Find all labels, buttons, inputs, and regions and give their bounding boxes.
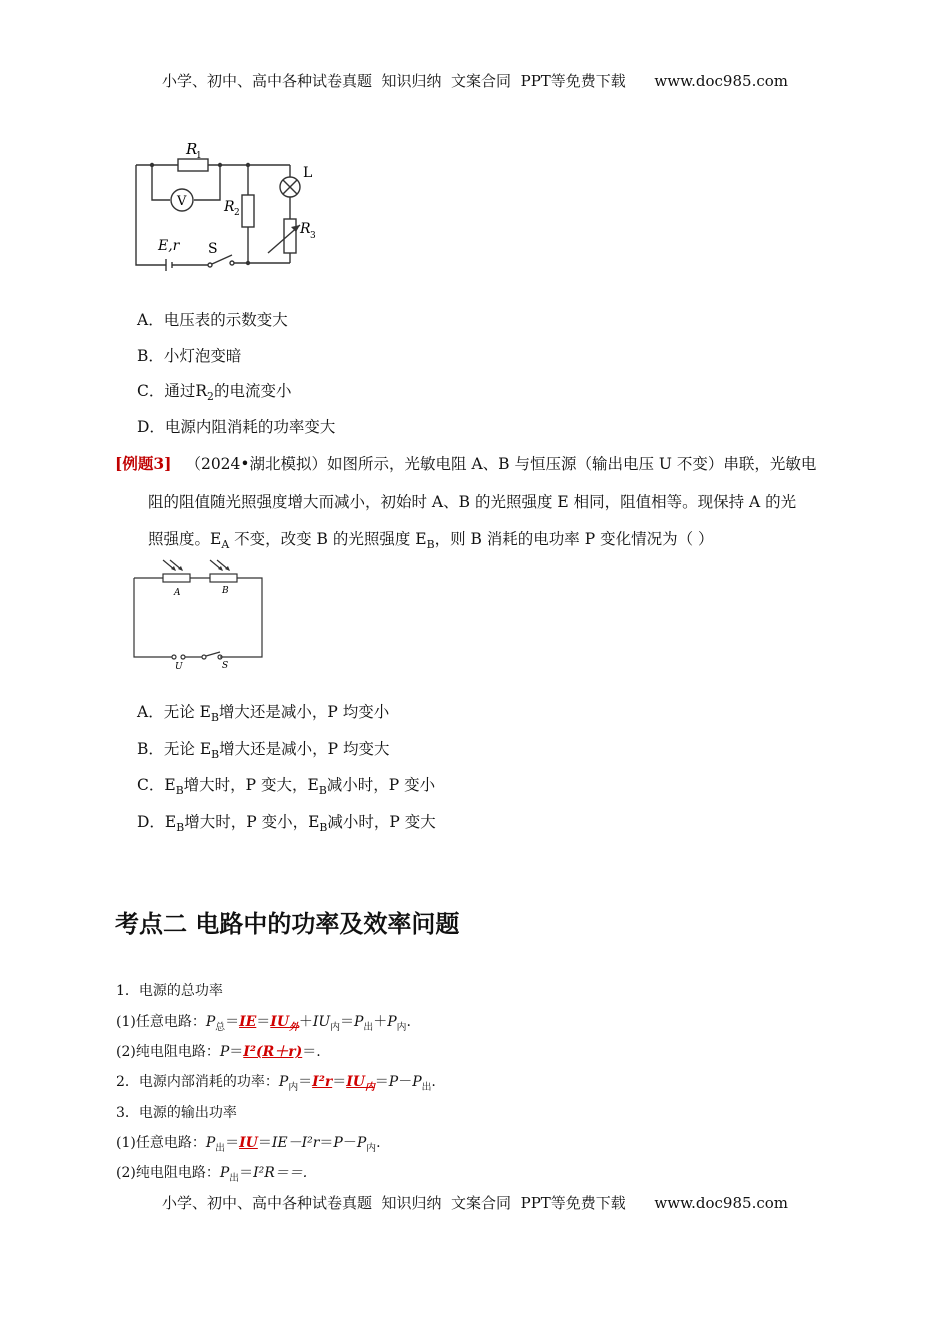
q3-option-b: B．无论 $E_B$增大还是减小，P 均变大 — [137, 740, 390, 762]
q2-option-d: D．电源内阻消耗的功率变大 — [137, 418, 336, 436]
voltmeter-label: V — [177, 194, 187, 209]
label-lamp: L — [303, 165, 313, 181]
answer-iu-wai: $IU_外$ — [270, 1014, 299, 1033]
q2-option-c: C．通过$R_2$的电流变小 — [137, 382, 292, 404]
q3-option-c: C．$E_B$增大时，P 变大，$E_B$减小时，P 变小 — [137, 776, 436, 798]
page-header: 小学、初中、高中各种试卷真题 知识归纳 文案合同 PPT等免费下载 www.doc985.com — [161, 72, 788, 90]
formula-total-resistive: (2)纯电阻电路：P＝I²(R＋r)＝. — [116, 1044, 321, 1060]
label-emf: E,r — [158, 238, 180, 254]
label-r2: R — [224, 199, 235, 215]
label-s: S — [222, 661, 229, 671]
answer-i2r: I²r — [312, 1074, 333, 1090]
q3-option-d: D．$E_B$增大时，P 变小，$E_B$减小时，P 变大 — [137, 813, 436, 835]
q2-option-a: A．电压表的示数变大 — [137, 311, 288, 329]
circuit-diagram-2 — [128, 557, 268, 672]
answer-iu-nei: $IU_内$ — [346, 1074, 375, 1093]
formula-title-3: 3．电源的输出功率 — [116, 1105, 237, 1121]
example3-line3: 照强度。$E_A$ 不变，改变 B 的光照强度 $E_B$，则 B 消耗的电功率 P 变化情况为（ ） — [148, 530, 714, 552]
formula-output-any: (1)任意电路：$P_出=IU=IE-I^2r=P-P_内$. — [116, 1135, 381, 1154]
label-a: A — [174, 588, 181, 598]
label-switch: S — [208, 241, 218, 257]
label-r3: R — [300, 221, 311, 237]
label-u: U — [175, 662, 183, 672]
circuit-diagram-1 — [128, 135, 328, 275]
label-r1-sub: 1 — [196, 151, 202, 161]
label-r1: R — [186, 140, 198, 158]
q2-option-b: B．小灯泡变暗 — [137, 347, 242, 365]
example-tag: [例题3] — [115, 454, 172, 473]
label-b: B — [222, 586, 229, 596]
formula-internal: 2．电源内部消耗的功率：$P_内=I^2r=IU_内=P-P_出$. — [116, 1074, 436, 1093]
label-r3-sub: 3 — [310, 231, 316, 241]
answer-ie: IE — [239, 1014, 257, 1030]
formula-title-1: 1．电源的总功率 — [116, 983, 223, 999]
label-r2-sub: 2 — [234, 208, 240, 218]
q3-option-a: A．无论 $E_B$增大还是减小，P 均变小 — [137, 703, 390, 725]
page-footer: 小学、初中、高中各种试卷真题 知识归纳 文案合同 PPT等免费下载 www.doc985.com — [161, 1194, 788, 1212]
section-title: 考点二 电路中的功率及效率问题 — [115, 910, 460, 938]
formula-output-resistive: (2)纯电阻电路：$P_出=I^2R==$. — [116, 1165, 308, 1184]
example3-line2: 阻的阻值随光照强度增大而减小，初始时 A、B 的光照强度 E 相同，阻值相等。现保持 A 的光 — [148, 493, 797, 511]
answer-i2-r-plus-r: I²(R＋r) — [243, 1044, 303, 1060]
answer-iu: IU — [239, 1135, 258, 1151]
formula-total-any: (1)任意电路：$P_总=IE=IU_外+IU_内=P_出+P_内$. — [116, 1014, 411, 1033]
example3-line1: [例题3] （2024•湖北模拟）如图所示，光敏电阻 A、B 与恒压源（输出电压 U 不变）串联，光敏电 — [115, 454, 817, 473]
